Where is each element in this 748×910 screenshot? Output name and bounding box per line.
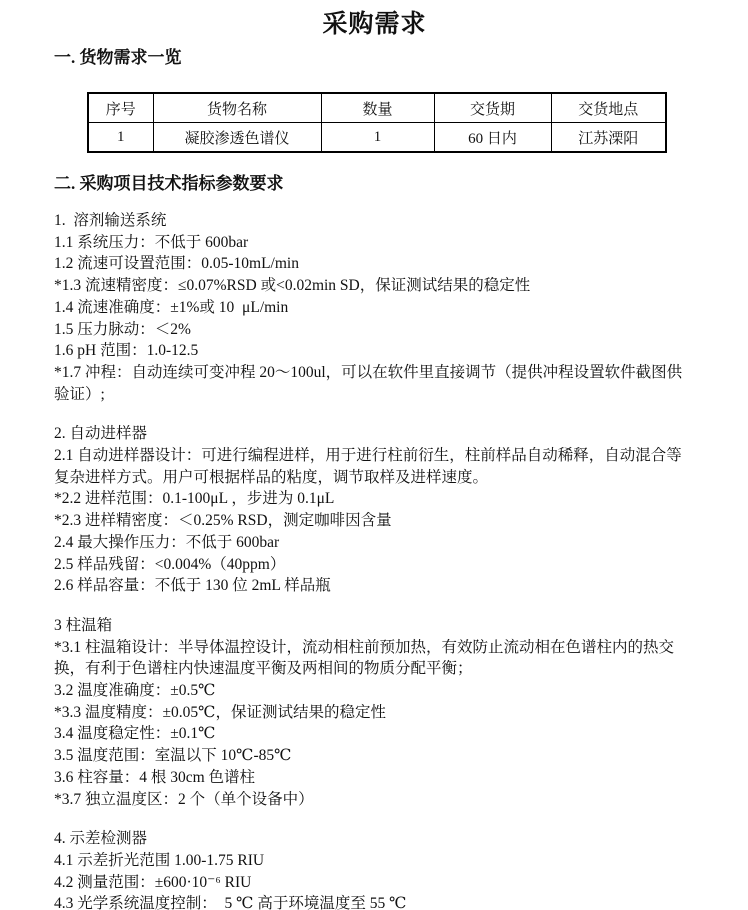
goods-table-header-delivery-time: 交货期	[434, 93, 551, 123]
spec-line: 2.6 样品容量：不低于 130 位 2mL 样品瓶	[54, 577, 331, 595]
goods-table-header-index: 序号	[88, 93, 153, 123]
goods-cell-delivery-place: 江苏溧阳	[551, 123, 666, 153]
spec-line: 1.6 pH 范围：1.0-12.5	[54, 342, 199, 360]
spec-line: 4.3 光学系统温度控制： 5 ℃ 高于环境温度至 55 ℃	[54, 895, 407, 910]
spec-line: 3.2 温度准确度：±0.5℃	[54, 682, 216, 700]
spec-line: *3.1 柱温箱设计：半导体温控设计，流动相柱前预加热，有效防止流动相在色谱柱内的热交换，有利于色谱柱内快速温度平衡及两相间的物质分配平衡；	[54, 638, 675, 678]
goods-cell-name: 凝胶渗透色谱仪	[153, 123, 321, 153]
spec-line: *3.7 独立温度区：2 个（单个设备中）	[54, 790, 314, 808]
spec-line: 1.4 流速准确度：±1%或 10 μL/min	[54, 298, 289, 316]
spec-line: 1.2 流速可设置范围：0.05-10mL/min	[54, 255, 299, 273]
spec-line: 4.2 测量范围：±600·10⁻⁶ RIU	[54, 873, 252, 891]
spec-group-column-oven	[54, 615, 695, 810]
goods-table	[87, 92, 667, 153]
goods-cell-delivery-time: 60 日内	[434, 123, 551, 153]
spec-line: 2. 自动进样器	[54, 425, 148, 443]
goods-table-header-row	[88, 93, 666, 123]
goods-cell-index: 1	[88, 123, 153, 153]
goods-cell-quantity: 1	[321, 123, 434, 153]
spec-line: 3.5 温度范围：室温以下 10℃-85℃	[54, 747, 292, 765]
goods-table-data-row	[88, 123, 666, 153]
spec-line: *1.7 冲程：自动连续可变冲程 20～100ul，可以在软件里直接调节（提供冲程设置软件截图供验证）;	[54, 363, 683, 403]
section-heading-tech-specs: 二. 采购项目技术指标参数要求	[54, 174, 284, 193]
spec-line: *2.2 进样范围：0.1-100μL ，步进为 0.1μL	[54, 490, 335, 508]
spec-line: 4.1 示差折光范围 1.00-1.75 RIU	[54, 851, 265, 869]
spec-list	[54, 210, 695, 910]
spec-line: 3.6 柱容量：4 根 30cm 色谱柱	[54, 768, 256, 786]
spec-line: 3 柱温箱	[54, 616, 113, 634]
spec-line: 2.5 样品残留：<0.004%（40ppm）	[54, 555, 286, 573]
section-heading-goods-list: 一. 货物需求一览	[54, 48, 182, 67]
spec-line: 1. 溶剂输送系统	[54, 212, 167, 229]
spec-line: 1.1 系统压力：不低于 600bar	[54, 233, 249, 251]
spec-line: *1.3 流速精密度：≤0.07%RSD 或<0.02min SD，保证测试结果的稳定性	[54, 277, 531, 295]
spec-line: *2.3 进样精密度：＜0.25% RSD，测定咖啡因含量	[54, 512, 392, 530]
spec-group-ri-detector	[54, 828, 695, 910]
spec-line: 2.4 最大操作压力：不低于 600bar	[54, 533, 280, 551]
spec-line: 1.5 压力脉动：＜2%	[54, 320, 191, 338]
page-title: 采购需求	[322, 11, 427, 38]
spec-line: *3.3 温度精度：±0.05℃，保证测试结果的稳定性	[54, 703, 386, 721]
spec-group-autosampler	[54, 423, 695, 597]
goods-table-header-delivery-place: 交货地点	[551, 93, 666, 123]
spec-line: 3.4 温度稳定性：±0.1℃	[54, 725, 216, 743]
spec-line: 4. 示差检测器	[54, 830, 148, 848]
spec-line: 2.1 自动进样器设计：可进行编程进样，用于进行柱前衍生，柱前样品自动稀释，自动混合等复杂进样方式。用户可根据样品的粘度，调节取样及进样速度。	[54, 447, 682, 486]
goods-table-header-quantity: 数量	[321, 93, 434, 123]
goods-table-header-name: 货物名称	[153, 93, 321, 123]
spec-group-solvent-delivery	[54, 210, 695, 405]
